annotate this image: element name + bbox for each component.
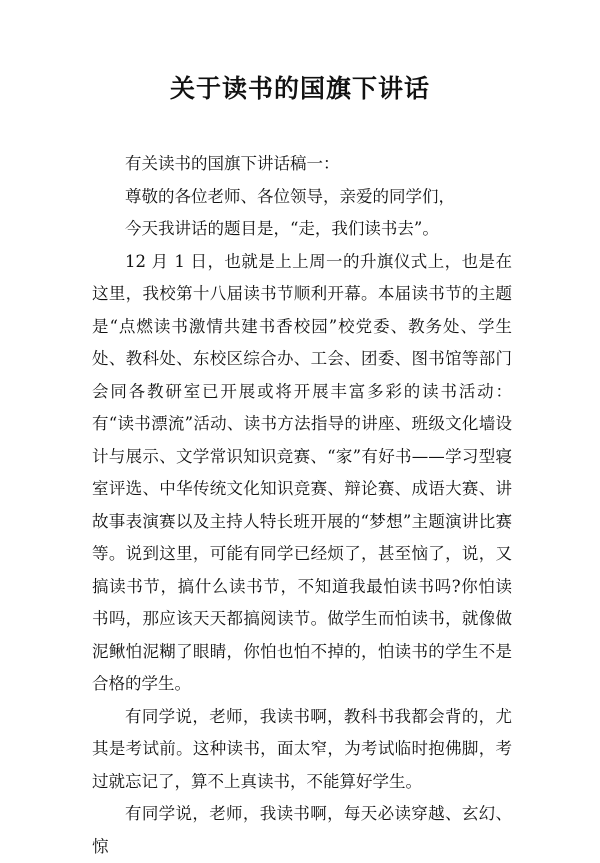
paragraph-heading: 有关读书的国旗下讲话稿一： [125,154,340,173]
document-title: 关于读书的国旗下讲话 [169,74,430,103]
paragraph-topic: 今天我讲话的题目是，“走，我们读书去”。 [125,219,439,238]
paragraph-salutation: 尊敬的各位老师、各位领导，亲爱的同学们， [125,186,455,206]
paragraph-textbook-reading: 有同学说，老师，我读书啊，教科书我都会背的，尤其是考试前。这种读书，面太窄，为考试临时抱佛脚，考过就忘记了，算不上真读书，不能算好学生。 [92,706,512,791]
paragraph-reading-festival: 12 月 1 日，也就是上上周一的升旗仪式上，也是在这里，我校第十八届读书节顺利开幕。本届读书节的主题是“点燃读书激情共建书香校园”校党委、教务处、学生处、教科处、东校区综合办、工会、团委、图书馆等部门会同各教研室已开展或将开展丰富多彩的读书活动：有“读书漂流”活动、读书方法指导的讲座、班级文化墙设计与展示、文学常识知识竞赛、“家”有好书——学习型寝室评选、中华传统文化知识竞赛、辩论赛、成语大赛、讲故事表演赛以及主持人特长班开展的“梦想”主题演讲比赛等。说到这里，可能有同学已经烦了，甚至恼了，说，又搞读书节，搞什么读书节，不知道我最怕读书吗?你怕读书吗，那应该天天都搞阅读节。做学生而怕读书，就像做泥鳅怕泥糊了眼睛，你怕也怕不掉的，怕读书的学生不是合格的学生。 [92,251,512,693]
document-body [92,148,512,863]
paragraph-novel-reading: 有同学说，老师，我读书啊，每天必读穿越、玄幻、惊 [92,804,512,856]
